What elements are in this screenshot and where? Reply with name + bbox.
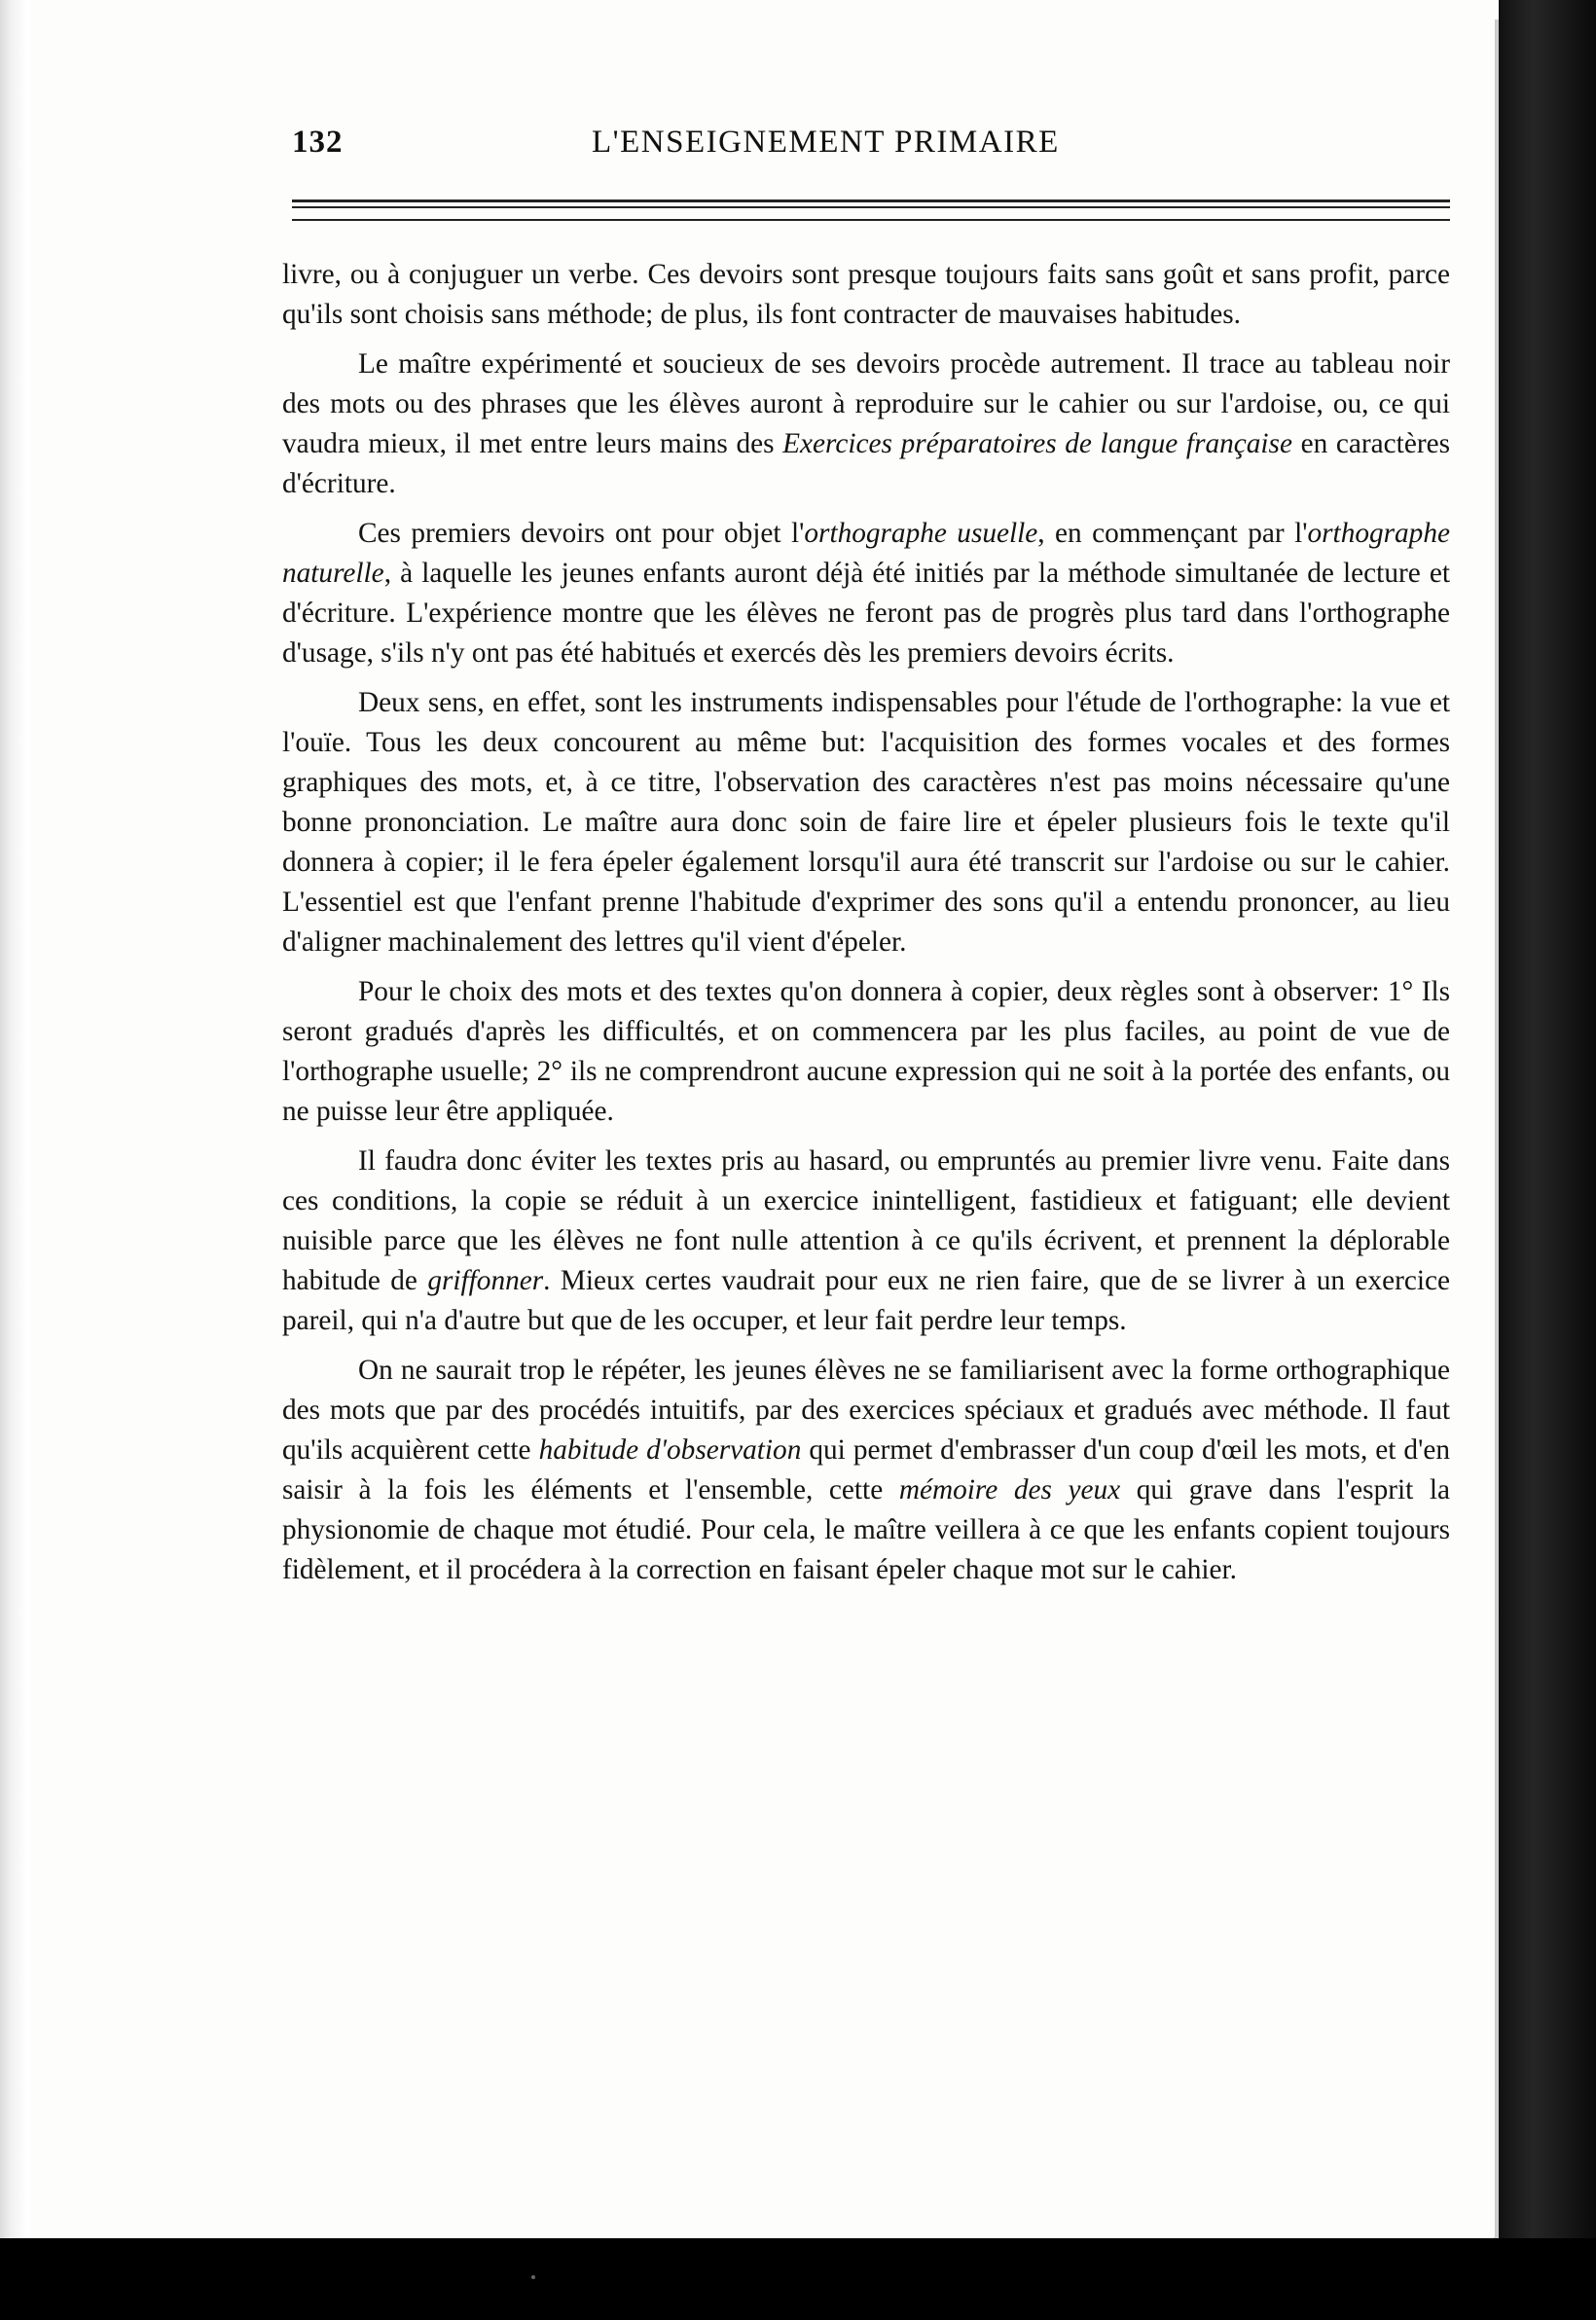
text-run: , à laquelle les jeunes enfants auront déjà été initiés par la méthode simultanée de lecture et d'écriture. L'expérience montre que les élèves ne feront pas de progrès plus tard dans l'orthographe d'usage, s'ils n'y ont pas été habitués et exercés dès les premiers devoirs écrits. (282, 558, 1450, 669)
paragraph (282, 344, 1450, 504)
italic-run: orthographe usuelle (804, 518, 1038, 549)
text-run: On ne saurait trop le répéter, les jeunes élèves ne se familiarisent avec la forme orthographique des mots que par des procédés intuitifs, par des exercices spéciaux et gradués avec méthode. Il faut qu'ils acquièrent cette (282, 1355, 1450, 1466)
running-title: L'ENSEIGNEMENT PRIMAIRE (592, 125, 1060, 160)
italic-run: mémoire des yeux (898, 1474, 1121, 1505)
italic-run: Exercices préparatoires de langue française (782, 428, 1292, 459)
text-run: , en commençant par l' (1037, 518, 1308, 549)
text-run: qui permet d'embrasser d'un coup d'œil les mots, et d'en saisir à la fois les éléments et l'ensemble, cette (282, 1434, 1451, 1505)
italic-run: habitude d'observation (538, 1434, 802, 1466)
text-run: Il faudra donc éviter les textes pris au hasard, ou empruntés au premier livre venu. Faite dans ces conditions, la copie se réduit à un exercice inintelligent, fastidieux et fatiguant; elle devient nuisible parce que les élèves ne font nulle attention à ce qu'ils écrivent, et prennent la déplorable habitude de (282, 1145, 1450, 1296)
header-rule (292, 206, 1450, 208)
text-run: Le maître expérimenté et soucieux de ses devoirs procède autrement. Il trace au tableau noir des mots ou des phrases que les élèves auront à reproduire sur le cahier ou sur l'ardoise, ou, ce qui vaudra mieux, il met entre leurs mains des (282, 348, 1450, 459)
italic-run: griffonner (427, 1265, 544, 1296)
body-text (282, 255, 1450, 1600)
italic-run: orthographe naturelle (282, 518, 1450, 589)
scanner-background-bottom (0, 2238, 1596, 2320)
paragraph (282, 683, 1450, 962)
paragraph (282, 1351, 1450, 1590)
text-run: en caractères d'écriture. (282, 428, 1450, 499)
text-run: . Mieux certes vaudrait pour eux ne rien faire, que de se livrer à un exercice pareil, qui n'a d'autre but que de les occuper, et leur fait perdre leur temps. (282, 1265, 1450, 1336)
text-run: Ces premiers devoirs ont pour objet l' (358, 518, 805, 549)
page-number: 132 (292, 125, 344, 160)
text-run: Pour le choix des mots et des textes qu'on donnera à copier, deux règles sont à observer: 1° Ils seront gradués d'après les difficultés, et on commencera par les plus faciles, au point de vue de l'orthographe usuelle; 2° ils ne comprendront aucune expression qui ne soit à la portée des enfants, ou ne puisse leur être appliquée. (282, 976, 1450, 1127)
scan-speck (531, 2275, 535, 2279)
paragraph (282, 255, 1450, 335)
page-header (292, 125, 1450, 171)
text-run: livre, ou à conjuguer un verbe. Ces devoirs sont presque toujours faits sans goût et sans profit, parce qu'ils sont choisis sans méthode; de plus, ils font contracter de mauvaises habitudes. (282, 259, 1450, 330)
scanner-background-right (1499, 0, 1596, 2320)
paragraph (282, 1142, 1450, 1341)
header-rule (292, 199, 1450, 202)
text-run: Deux sens, en effet, sont les instruments indispensables pour l'étude de l'orthographe: la vue et l'ouïe. Tous les deux concourent au même but: l'acquisition des formes vocales et des formes graphiques des mots, et, à ce titre, l'observation des caractères n'est pas moins nécessaire qu'une bonne prononciation. Le maître aura donc soin de faire lire et épeler plusieurs fois le texte qu'il donnera à copier; il le fera épeler également lorsqu'il aura été transcrit sur l'ardoise ou sur le cahier. L'essentiel est que l'enfant prenne l'habitude d'exprimer des sons qu'il a entendu prononcer, au lieu d'aligner machinalement des lettres qu'il vient d'épeler. (282, 687, 1450, 958)
paragraph (282, 972, 1450, 1132)
text-run: qui grave dans l'esprit la physionomie de chaque mot étudié. Pour cela, le maître veillera à ce que les enfants copient toujours fidèlement, et il procédera à la correction en faisant épeler chaque mot sur le cahier. (282, 1474, 1450, 1585)
header-rule (292, 219, 1450, 221)
paragraph (282, 514, 1450, 673)
